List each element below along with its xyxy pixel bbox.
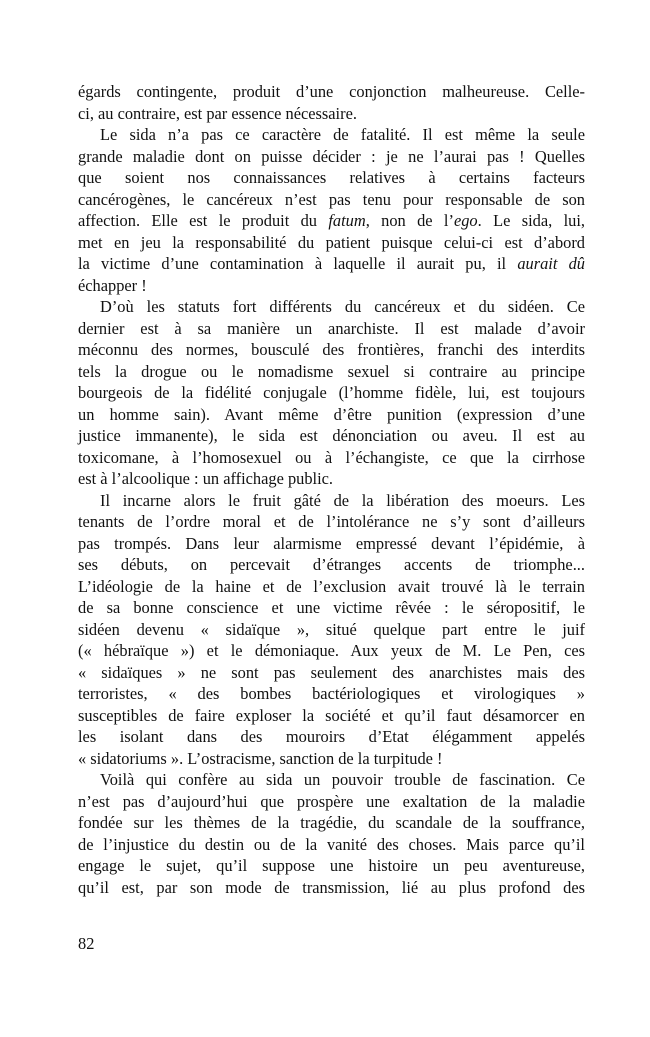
- text-segment: Voilà qui confère au sida un pouvoir trouble de fascination. Ce: [100, 770, 585, 789]
- italic-text: ego: [453, 211, 478, 230]
- text-segment: Le sida n’a pas ce caractère de fatalité. Il est même la seule: [100, 125, 585, 144]
- text-segment: que soient nos connaissances relatives à certains facteurs: [78, 168, 585, 187]
- text-segment: de l’injustice du destin ou de la vanité des choses. Mais parce qu’il: [78, 834, 585, 854]
- text-segment: « sidatoriums ». L’ostracisme, sanction de la turpitude !: [78, 748, 443, 768]
- text-line: [78, 662, 585, 684]
- text-line: [78, 533, 585, 555]
- text-line: [78, 855, 585, 877]
- text-segment: les isolant dans des mouroirs d’Etat élégamment appelés: [78, 727, 585, 746]
- text-segment: justice immanente), le sida est dénonciation ou aveu. Il est au: [78, 426, 585, 445]
- text-segment: pas trompés. Dans leur alarmisme empressé devant l’épidémie, à: [78, 533, 585, 553]
- text-line: [78, 253, 585, 275]
- text-line: [78, 683, 585, 705]
- text-line: [78, 597, 585, 619]
- text-line: [78, 511, 585, 533]
- text-line: [78, 726, 585, 748]
- text-segment: fondée sur les thèmes de la tragédie, du scandale de la souffrance,: [78, 813, 585, 832]
- text-line: [78, 877, 585, 899]
- page-number: 82: [78, 934, 95, 953]
- text-segment: échapper !: [78, 275, 147, 295]
- text-segment: ci, au contraire, est par essence nécessaire.: [78, 103, 357, 123]
- text-line: [78, 232, 585, 254]
- text-line: [78, 791, 585, 813]
- text-line: [78, 210, 585, 232]
- text-segment: (« hébraïque ») et le démoniaque. Aux yeux de M. Le Pen, ces: [78, 641, 585, 660]
- text-segment: qu’il est, par son mode de transmission, lié au plus profond des: [78, 877, 585, 897]
- text-segment: bourgeois de la fidélité conjugale (l’homme fidèle, lui, est toujours: [78, 383, 585, 402]
- text-segment: dernier est à sa manière un anarchiste. Il est malade d’avoir: [78, 318, 585, 338]
- text-segment: la victime d’une contamination à laquelle il aurait pu, il: [78, 254, 518, 273]
- text-line: [78, 554, 585, 576]
- text-line: [78, 81, 585, 103]
- text-segment: met en jeu la responsabilité du patient puisque celui-ci est d’abord: [78, 232, 585, 252]
- text-segment: est à l’alcoolique : un affichage public.: [78, 469, 334, 488]
- text-line: [78, 748, 585, 770]
- text-line: [78, 339, 585, 361]
- text-segment: Il incarne alors le fruit gâté de la libération des moeurs. Les: [100, 490, 585, 510]
- italic-text: aurait dû: [517, 254, 585, 273]
- text-line: [78, 705, 585, 727]
- text-line: [78, 576, 585, 598]
- text-segment: susceptibles de faire exploser la société et qu’il faut désamorcer en: [78, 705, 585, 725]
- text-line: [78, 447, 585, 469]
- text-segment: tenants de l’ordre moral et de l’intolérance ne s’y sont d’ailleurs: [78, 512, 585, 531]
- text-segment: toxicomane, à l’homosexuel ou à l’échangiste, ce que la cirrhose: [78, 447, 585, 467]
- text-segment: n’est pas d’aujourd’hui que prospère une exaltation de la maladie: [78, 791, 585, 811]
- text-segment: sidéen devenu « sidaïque », situé quelque part entre le juif: [78, 619, 585, 639]
- text-line: [78, 769, 585, 791]
- text-line: [78, 619, 585, 641]
- text-segment: méconnu des normes, bousculé des frontières, franchi des interdits: [78, 340, 585, 359]
- text-line: [78, 189, 585, 211]
- text-line: [78, 382, 585, 404]
- italic-text: fatum: [328, 211, 366, 230]
- text-segment: « sidaïques » ne sont pas seulement des anarchistes mais des: [78, 662, 585, 682]
- text-segment: égards contingente, produit d’une conjonction malheureuse. Celle-: [78, 82, 585, 101]
- text-segment: D’où les statuts fort différents du cancéreux et du sidéen. Ce: [100, 297, 585, 316]
- text-line: [78, 468, 585, 490]
- text-line: [78, 425, 585, 447]
- text-line: [78, 167, 585, 189]
- text-segment: L’idéologie de la haine et de l’exclusion avait trouvé là le terrain: [78, 576, 585, 596]
- text-segment: tels la drogue ou le nomadisme sexuel si contraire au principe: [78, 361, 585, 381]
- text-line: [78, 296, 585, 318]
- body-text: [78, 81, 585, 898]
- text-segment: un homme sain). Avant même d’être punition (expression d’une: [78, 404, 585, 424]
- text-segment: engage le sujet, qu’il suppose une histoire un peu aventureuse,: [78, 856, 585, 875]
- text-line: [78, 640, 585, 662]
- text-line: [78, 124, 585, 146]
- text-segment: terroristes, « des bombes bactériologiques et virologiques »: [78, 684, 585, 703]
- text-line: [78, 103, 585, 125]
- text-segment: cancérogènes, le cancéreux n’est pas tenu pour responsable de son: [78, 189, 585, 209]
- text-segment: affection. Elle est le produit du: [78, 211, 329, 230]
- text-line: [78, 275, 585, 297]
- text-line: [78, 361, 585, 383]
- text-line: [78, 146, 585, 168]
- text-line: [78, 318, 585, 340]
- text-line: [78, 812, 585, 834]
- text-line: [78, 490, 585, 512]
- text-line: [78, 834, 585, 856]
- text-segment: ses débuts, on percevait d’étranges accents de triomphe...: [78, 555, 585, 574]
- text-segment: grande maladie dont on puisse décider : je ne l’aurai pas ! Quelles: [78, 146, 585, 166]
- text-segment: . Le sida, lui,: [477, 211, 585, 230]
- text-line: [78, 404, 585, 426]
- text-segment: , non de l’: [365, 211, 454, 230]
- text-segment: de sa bonne conscience et une victime rêvée : le séropositif, le: [78, 598, 585, 617]
